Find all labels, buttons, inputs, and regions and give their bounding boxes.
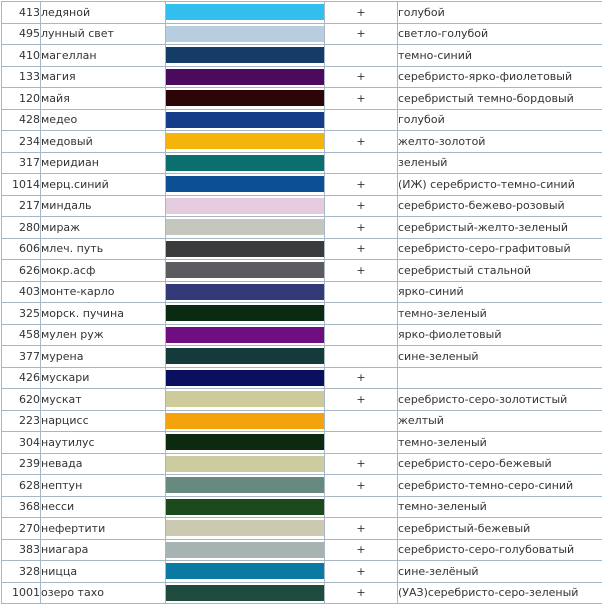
table-row	[2, 45, 602, 67]
color-description: темно-синий	[398, 45, 602, 67]
color-swatch	[166, 198, 324, 214]
color-swatch-cell	[166, 539, 325, 561]
color-swatch-cell	[166, 109, 325, 131]
metallic-mark	[325, 109, 398, 131]
color-swatch-cell	[166, 66, 325, 88]
color-code: 606	[2, 238, 41, 260]
color-swatch	[166, 348, 324, 364]
color-code: 377	[2, 346, 41, 368]
color-code: 270	[2, 518, 41, 540]
metallic-mark: +	[325, 174, 398, 196]
table-row	[2, 432, 602, 454]
color-description: темно-зеленый	[398, 303, 602, 325]
color-description: серебристо-ярко-фиолетовый	[398, 66, 602, 88]
color-swatch-cell	[166, 45, 325, 67]
color-description: серебристый стальной	[398, 260, 602, 282]
color-swatch	[166, 391, 324, 407]
color-swatch-cell	[166, 475, 325, 497]
metallic-mark	[325, 152, 398, 174]
color-name: мускат	[41, 389, 166, 411]
table-row	[2, 367, 602, 389]
color-code: 428	[2, 109, 41, 131]
color-swatch	[166, 434, 324, 450]
metallic-mark: +	[325, 561, 398, 583]
color-name: мерц.синий	[41, 174, 166, 196]
color-code: 304	[2, 432, 41, 454]
metallic-mark: +	[325, 389, 398, 411]
color-swatch	[166, 520, 324, 536]
color-code: 234	[2, 131, 41, 153]
color-description: желтый	[398, 410, 602, 432]
color-code: 120	[2, 88, 41, 110]
color-description: голубой	[398, 2, 602, 24]
table-row	[2, 174, 602, 196]
color-description: серебристо-темно-серо-синий	[398, 475, 602, 497]
color-name: меридиан	[41, 152, 166, 174]
color-swatch	[166, 499, 324, 515]
color-code: 410	[2, 45, 41, 67]
color-swatch-cell	[166, 561, 325, 583]
color-swatch	[166, 456, 324, 472]
color-name: нептун	[41, 475, 166, 497]
color-name: медео	[41, 109, 166, 131]
color-swatch-cell	[166, 238, 325, 260]
metallic-mark: +	[325, 66, 398, 88]
color-swatch-cell	[166, 217, 325, 239]
metallic-mark: +	[325, 518, 398, 540]
color-swatch-cell	[166, 131, 325, 153]
table-row	[2, 410, 602, 432]
metallic-mark: +	[325, 475, 398, 497]
metallic-mark	[325, 432, 398, 454]
color-code: 458	[2, 324, 41, 346]
color-code: 403	[2, 281, 41, 303]
metallic-mark: +	[325, 217, 398, 239]
color-description: серебристо-серо-голубоватый	[398, 539, 602, 561]
table-row	[2, 131, 602, 153]
color-code: 1001	[2, 582, 41, 604]
table-row	[2, 496, 602, 518]
color-swatch	[166, 284, 324, 300]
color-name: мокр.асф	[41, 260, 166, 282]
color-name: мускари	[41, 367, 166, 389]
table-row	[2, 539, 602, 561]
color-swatch	[166, 262, 324, 278]
color-swatch	[166, 47, 324, 63]
table-row	[2, 238, 602, 260]
table-row	[2, 518, 602, 540]
table-row	[2, 389, 602, 411]
color-code: 413	[2, 2, 41, 24]
table-row	[2, 260, 602, 282]
metallic-mark	[325, 410, 398, 432]
color-code: 620	[2, 389, 41, 411]
color-swatch-cell	[166, 496, 325, 518]
color-description: серебристо-бежево-розовый	[398, 195, 602, 217]
metallic-mark	[325, 303, 398, 325]
color-description: серебристый темно-бордовый	[398, 88, 602, 110]
color-description: желто-золотой	[398, 131, 602, 153]
color-code: 133	[2, 66, 41, 88]
table-row	[2, 582, 602, 604]
table-row	[2, 23, 602, 45]
color-name: мираж	[41, 217, 166, 239]
color-code: 1014	[2, 174, 41, 196]
metallic-mark	[325, 496, 398, 518]
table-row	[2, 66, 602, 88]
color-swatch	[166, 133, 324, 149]
color-description	[398, 367, 602, 389]
color-description: (ИЖ) серебристо-темно-синий	[398, 174, 602, 196]
table-row	[2, 152, 602, 174]
table-row	[2, 324, 602, 346]
color-swatch	[166, 155, 324, 171]
color-name: нарцисс	[41, 410, 166, 432]
metallic-mark: +	[325, 131, 398, 153]
color-swatch	[166, 90, 324, 106]
color-description: голубой	[398, 109, 602, 131]
color-name: магия	[41, 66, 166, 88]
color-name: морск. пучина	[41, 303, 166, 325]
color-swatch-cell	[166, 346, 325, 368]
color-code: 383	[2, 539, 41, 561]
color-swatch	[166, 241, 324, 257]
color-swatch-cell	[166, 174, 325, 196]
color-code: 280	[2, 217, 41, 239]
metallic-mark: +	[325, 539, 398, 561]
color-name: ниагара	[41, 539, 166, 561]
color-name: магеллан	[41, 45, 166, 67]
color-swatch	[166, 413, 324, 429]
color-swatch	[166, 176, 324, 192]
color-name: озеро тахо	[41, 582, 166, 604]
metallic-mark: +	[325, 23, 398, 45]
metallic-mark: +	[325, 453, 398, 475]
metallic-mark: +	[325, 88, 398, 110]
color-code: 317	[2, 152, 41, 174]
color-swatch-cell	[166, 324, 325, 346]
table-row	[2, 303, 602, 325]
color-name: медовый	[41, 131, 166, 153]
color-swatch	[166, 563, 324, 579]
color-swatch	[166, 477, 324, 493]
color-description: серебристо-серо-золотистый	[398, 389, 602, 411]
table-row	[2, 217, 602, 239]
color-swatch	[166, 112, 324, 128]
color-swatch	[166, 219, 324, 235]
color-table-body	[2, 2, 602, 604]
color-code: 325	[2, 303, 41, 325]
color-code: 495	[2, 23, 41, 45]
color-description: сине-зеленый	[398, 346, 602, 368]
table-row	[2, 346, 602, 368]
color-description: сине-зелёный	[398, 561, 602, 583]
metallic-mark	[325, 281, 398, 303]
color-name: наутилус	[41, 432, 166, 454]
color-code: 217	[2, 195, 41, 217]
color-table	[1, 1, 602, 604]
color-code: 223	[2, 410, 41, 432]
metallic-mark: +	[325, 195, 398, 217]
color-name: мулен руж	[41, 324, 166, 346]
color-swatch-cell	[166, 23, 325, 45]
color-name: мурена	[41, 346, 166, 368]
color-swatch	[166, 305, 324, 321]
color-swatch	[166, 69, 324, 85]
color-swatch-cell	[166, 88, 325, 110]
metallic-mark: +	[325, 2, 398, 24]
color-description: серебристый-желто-зеленый	[398, 217, 602, 239]
color-name: майя	[41, 88, 166, 110]
color-swatch	[166, 542, 324, 558]
color-name: млеч. путь	[41, 238, 166, 260]
color-swatch	[166, 585, 324, 601]
color-name: невада	[41, 453, 166, 475]
color-name: монте-карло	[41, 281, 166, 303]
metallic-mark: +	[325, 582, 398, 604]
color-description: ярко-синий	[398, 281, 602, 303]
color-name: лунный свет	[41, 23, 166, 45]
color-swatch-cell	[166, 453, 325, 475]
color-code: 239	[2, 453, 41, 475]
color-name: миндаль	[41, 195, 166, 217]
color-swatch-cell	[166, 518, 325, 540]
metallic-mark	[325, 346, 398, 368]
metallic-mark: +	[325, 238, 398, 260]
color-swatch-cell	[166, 582, 325, 604]
table-row	[2, 88, 602, 110]
color-swatch-cell	[166, 281, 325, 303]
color-name: нефертити	[41, 518, 166, 540]
color-swatch	[166, 4, 324, 20]
color-swatch-cell	[166, 367, 325, 389]
color-code: 368	[2, 496, 41, 518]
color-swatch	[166, 370, 324, 386]
color-swatch-cell	[166, 410, 325, 432]
color-name: несси	[41, 496, 166, 518]
color-description: серебристый-бежевый	[398, 518, 602, 540]
color-description: серебристо-серо-графитовый	[398, 238, 602, 260]
color-swatch-cell	[166, 260, 325, 282]
table-row	[2, 475, 602, 497]
table-row	[2, 453, 602, 475]
color-swatch-cell	[166, 2, 325, 24]
color-description: (УАЗ)серебристо-серо-зеленый	[398, 582, 602, 604]
metallic-mark: +	[325, 260, 398, 282]
color-swatch	[166, 327, 324, 343]
metallic-mark	[325, 45, 398, 67]
color-swatch-cell	[166, 303, 325, 325]
color-description: серебристо-серо-бежевый	[398, 453, 602, 475]
color-swatch-cell	[166, 432, 325, 454]
color-description: темно-зеленый	[398, 496, 602, 518]
color-swatch-cell	[166, 389, 325, 411]
metallic-mark: +	[325, 367, 398, 389]
color-swatch-cell	[166, 195, 325, 217]
color-description: светло-голубой	[398, 23, 602, 45]
table-row	[2, 2, 602, 24]
table-row	[2, 195, 602, 217]
color-swatch	[166, 26, 324, 42]
table-row	[2, 561, 602, 583]
color-description: зеленый	[398, 152, 602, 174]
color-code: 628	[2, 475, 41, 497]
color-code: 328	[2, 561, 41, 583]
table-row	[2, 281, 602, 303]
color-code: 626	[2, 260, 41, 282]
table-row	[2, 109, 602, 131]
metallic-mark	[325, 324, 398, 346]
color-code: 426	[2, 367, 41, 389]
color-name: ницца	[41, 561, 166, 583]
color-swatch-cell	[166, 152, 325, 174]
color-name: ледяной	[41, 2, 166, 24]
color-description: темно-зеленый	[398, 432, 602, 454]
color-description: ярко-фиолетовый	[398, 324, 602, 346]
